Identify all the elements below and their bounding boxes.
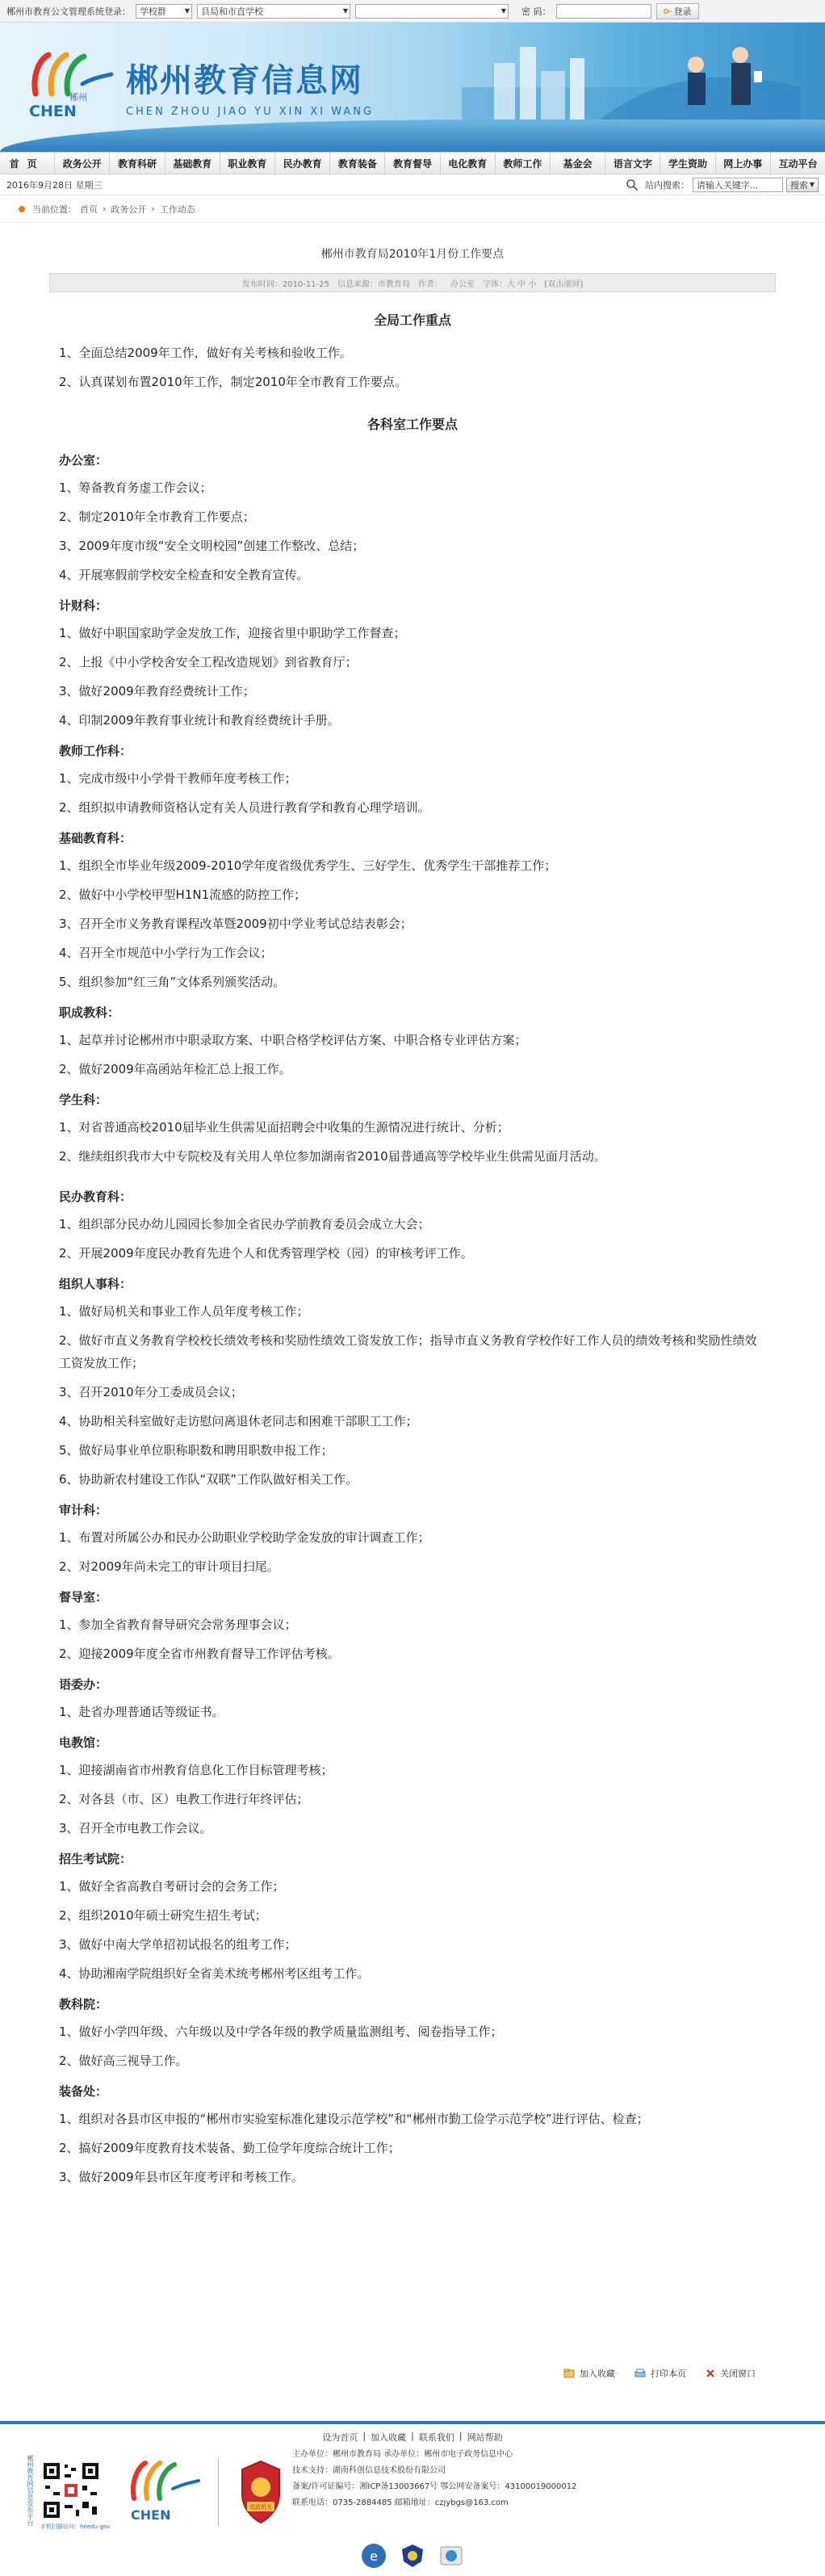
department-item: 1、组织部分民办幼儿园园长参加全省民办学前教育委员会成立大会； bbox=[59, 1217, 430, 1231]
department-name: 教科院： bbox=[59, 1997, 108, 2012]
department-item: 1、起草并讨论郴州市中职录取方案、中职合格学校评估方案、中职合格专业评估方案； bbox=[59, 1033, 527, 1047]
print-icon bbox=[634, 2368, 646, 2378]
print-label: 打印本页 bbox=[651, 2368, 686, 2379]
svg-text:郴州: 郴州 bbox=[69, 92, 87, 103]
department-name: 计财科： bbox=[59, 598, 108, 613]
department-block bbox=[35, 1001, 790, 1080]
department-item: 4、开展寒假前学校安全检查和安全教育宣传。 bbox=[59, 568, 309, 582]
search-icon bbox=[626, 178, 639, 191]
department-name: 民办教育科： bbox=[59, 1189, 132, 1204]
svg-text:党政机关: 党政机关 bbox=[249, 2504, 272, 2511]
nav-jichu[interactable]: 基础教育 bbox=[165, 153, 220, 174]
department-item: 3、做好中南大学单招初试报名的组考工作； bbox=[59, 1937, 297, 1952]
key-icon bbox=[664, 7, 672, 15]
site-name-block bbox=[126, 55, 374, 118]
chenzhou-logo-icon bbox=[21, 52, 118, 121]
close-icon bbox=[706, 2368, 715, 2378]
date-search-bar bbox=[0, 174, 825, 195]
site-pinyin: CHEN ZHOU JIAO YU XIN XI WANG bbox=[126, 106, 375, 118]
department-item: 1、做好小学四年级、六年级以及中学各年级的教学质量监测组考、阅卷指导工作； bbox=[59, 2024, 503, 2039]
add-favorite-label: 加入收藏 bbox=[580, 2368, 615, 2379]
department-item: 1、对省普通高校2010届毕业生供需见面招聘会中收集的生源情况进行统计、分析； bbox=[59, 1120, 509, 1135]
department-name: 语委办： bbox=[59, 1677, 108, 1692]
footer-links bbox=[0, 2431, 825, 2444]
department-name: 审计科： bbox=[59, 1503, 108, 1517]
main-nav bbox=[0, 152, 825, 174]
bookmark-icon bbox=[563, 2368, 575, 2378]
footer-line-icp: 备案/许可证编号：湘ICP备13003667号 鄂公网安备案号：43100019000012 bbox=[292, 2482, 577, 2491]
password-input[interactable] bbox=[556, 4, 651, 19]
department-name: 装备处： bbox=[59, 2084, 108, 2099]
nav-jijinhui[interactable]: 基金会 bbox=[551, 153, 605, 174]
department-item: 3、召开2010年分工委成员会议； bbox=[59, 1385, 243, 1399]
nav-dudao[interactable]: 教育督导 bbox=[385, 153, 440, 174]
department-item: 6、协助新农村建设工作队“双联”工作队做好相关工作。 bbox=[59, 1472, 358, 1487]
auto-scroll-link[interactable]: [双击滚屏] bbox=[544, 279, 584, 289]
banner-wave bbox=[0, 120, 825, 152]
department-item: 3、做好2009年县市区年度考评和考核工作。 bbox=[59, 2170, 304, 2184]
current-date: 2016年9月28日 星期三 bbox=[6, 179, 103, 191]
department-item: 4、协助湘南学院组织好全省美术统考郴州考区组考工作。 bbox=[59, 1966, 370, 1981]
search-button[interactable] bbox=[786, 178, 819, 192]
department-item: 1、赴省办理普通话等级证书。 bbox=[59, 1705, 224, 1719]
department-item: 1、做好全省高教自考研讨会的会务工作； bbox=[59, 1879, 285, 1894]
add-favorite-link[interactable] bbox=[563, 2367, 615, 2380]
department-item: 2、开展2009年度民办教育先进个人和优秀管理学校（园）的审核考评工作。 bbox=[59, 1246, 473, 1261]
nav-keyan[interactable]: 教育科研 bbox=[110, 153, 165, 174]
nav-zhengwu[interactable]: 政务公开 bbox=[55, 153, 110, 174]
department-name: 学生科： bbox=[59, 1093, 108, 1107]
party-government-badge-icon bbox=[237, 2458, 284, 2526]
department-item: 3、召开全市电教工作会议。 bbox=[59, 1821, 212, 1836]
department-item: 1、组织全市毕业年级2009-2010学年度省级优秀学生、三好学生、优秀学生干部推荐工作； bbox=[59, 858, 557, 873]
nav-banshi[interactable]: 网上办事 bbox=[716, 153, 771, 174]
nav-hudong[interactable]: 互动平台 bbox=[778, 157, 818, 170]
footer-divider bbox=[0, 2421, 825, 2424]
close-window-link[interactable] bbox=[706, 2367, 756, 2380]
school-select[interactable] bbox=[197, 4, 350, 19]
department-item: 2、制定2010年全市教育工作要点； bbox=[59, 510, 255, 524]
meta-date: 发布时间：2010-11-25 bbox=[241, 279, 329, 289]
department-item: 2、继续组织我市大中专院校及有关用人单位参加湖南省2010届普通高等学校毕业生供需见面月活动。 bbox=[59, 1149, 606, 1164]
section-heading: 各科室工作要点 bbox=[366, 417, 458, 432]
location-dot-icon bbox=[18, 205, 26, 213]
security-badge-icon[interactable] bbox=[438, 2542, 465, 2570]
department-block bbox=[35, 827, 790, 993]
department-block bbox=[35, 1586, 790, 1665]
department-name: 职成教科： bbox=[59, 1005, 120, 1020]
department-item: 3、召开全市义务教育课程改革暨2009初中学业考试总结表彰会； bbox=[59, 917, 412, 931]
department-block bbox=[35, 1848, 790, 1985]
search-input[interactable]: 请输入关键字... bbox=[693, 178, 783, 192]
department-item: 4、印制2009年教育事业统计和教育经费统计手册。 bbox=[59, 713, 340, 728]
nav-minban[interactable]: 民办教育 bbox=[275, 153, 330, 174]
breadcrumb-sep-icon: › bbox=[151, 203, 155, 214]
chevron-down-icon: ▼ bbox=[809, 181, 815, 188]
paragraph: 1、全面总结2009年工作，做好有关考核和验收工作。 bbox=[59, 346, 352, 360]
account-select[interactable] bbox=[355, 4, 509, 19]
breadcrumb-label: 当前位置： bbox=[32, 203, 77, 215]
department-name: 基础教育科： bbox=[59, 831, 132, 845]
nav-zhiye[interactable]: 职业教育 bbox=[220, 153, 275, 174]
svg-text:CHEN: CHEN bbox=[131, 2507, 171, 2523]
department-name: 招生考试院： bbox=[59, 1852, 132, 1866]
footer-line-contact: 联系电话：0735-2884485 邮箱地址：czjybgs@163.com bbox=[292, 2498, 509, 2507]
department-item: 2、搞好2009年度教育技术装备、勤工俭学年度综合统计工作； bbox=[59, 2141, 400, 2155]
department-item: 3、2009年度市级“安全文明校园”创建工作整改、总结； bbox=[59, 539, 365, 553]
department-item: 1、布置对所属公办和民办公助职业学校助学金发放的审计调查工作； bbox=[59, 1530, 430, 1545]
breadcrumb-current[interactable]: 工作动态 bbox=[159, 203, 195, 215]
department-item: 2、组织拟申请教师资格认定有关人员进行教育学和教育心理学培训。 bbox=[59, 800, 430, 815]
section-heading: 全局工作重点 bbox=[373, 313, 451, 328]
article-meta bbox=[49, 273, 776, 292]
department-block bbox=[35, 1089, 790, 1168]
footer-sep: | bbox=[362, 2431, 366, 2441]
department-item: 1、做好局机关和事业工作人员年度考核工作； bbox=[59, 1304, 309, 1319]
department-block bbox=[35, 594, 790, 732]
qr-code-block bbox=[24, 2455, 113, 2532]
nav-jiaoshi[interactable]: 教师工作 bbox=[496, 153, 551, 174]
search-label: 站内搜索： bbox=[644, 179, 689, 191]
school-select-prefix: 县局和 bbox=[201, 6, 228, 17]
nav-zhuangbei[interactable]: 教育装备 bbox=[330, 153, 385, 174]
login-button-label: 登录 bbox=[673, 6, 692, 17]
department-item: 5、组织参加“红三角”文体系列颁奖活动。 bbox=[59, 975, 286, 989]
department-item: 1、迎接湖南省市州教育信息化工作目标管理考核； bbox=[59, 1763, 333, 1777]
qr-caption: 手机扫描访问：hnedu-gov bbox=[40, 2524, 111, 2530]
footer-info-text bbox=[292, 2447, 576, 2511]
site-logo[interactable] bbox=[21, 52, 374, 121]
department-item: 4、召开全市规范中小学行为工作会议； bbox=[59, 946, 273, 960]
department-item: 2、对各县（市、区）电教工作进行年终评估； bbox=[59, 1792, 309, 1806]
department-block bbox=[35, 1731, 790, 1840]
qr-code-icon bbox=[40, 2460, 102, 2521]
search-button-label: 搜索 bbox=[789, 179, 808, 191]
department-item: 2、做好市直义务教育学校校长绩效考核和奖励性绩效工资发放工作；指导市直义务教育学校作好工作人员的绩效考核和奖励性绩效工资发放工作； bbox=[59, 1333, 757, 1370]
footer-sep: | bbox=[411, 2431, 414, 2441]
department-item: 1、参加全省教育督导研究会常务理事会议； bbox=[59, 1617, 297, 1632]
close-window-label: 关闭窗口 bbox=[720, 2368, 756, 2379]
department-block bbox=[35, 449, 790, 586]
department-item: 5、做好局事业单位职称职数和聘用职数申报工作； bbox=[59, 1443, 333, 1458]
meta-author-label: 作者： bbox=[417, 279, 442, 289]
qr-side-text: 郴州教育网信息发布平台 bbox=[27, 2455, 34, 2526]
bottom-badges bbox=[0, 2542, 825, 2570]
paragraph: 2、认真谋划布置2010年工作，制定2010年全市教育工作要点。 bbox=[59, 375, 407, 389]
footer-info bbox=[0, 2447, 825, 2536]
department-item: 1、筹备教育务虚工作会议； bbox=[59, 480, 212, 495]
breadcrumb-sep-icon: › bbox=[103, 203, 107, 214]
department-item: 2、做好2009年高函站年检汇总上报工作。 bbox=[59, 1062, 291, 1076]
department-block bbox=[35, 1273, 790, 1491]
meta-dept: 办公室 bbox=[450, 279, 475, 289]
footer-vertical-divider bbox=[218, 2458, 219, 2526]
department-item: 2、对2009年尚未完工的审计项目扫尾。 bbox=[59, 1559, 279, 1574]
footer-sep: | bbox=[459, 2431, 463, 2441]
footer-link-sethome[interactable]: 设为首页 bbox=[322, 2432, 358, 2443]
department-block bbox=[35, 1499, 790, 1578]
svg-text:CHEN: CHEN bbox=[29, 103, 77, 120]
footer-link-fav[interactable]: 加入收藏 bbox=[371, 2432, 407, 2443]
site-name: 郴州教育信息网 bbox=[126, 62, 363, 99]
department-item: 1、做好中职国家助学金发放工作，迎接省里中职助学工作督查； bbox=[59, 626, 406, 640]
password-label: 密 码： bbox=[521, 6, 551, 17]
nav-yuyan[interactable]: 语言文字 bbox=[605, 153, 660, 174]
svg-text:e: e bbox=[370, 2549, 378, 2564]
department-list bbox=[35, 449, 790, 2188]
ie-badge-icon[interactable] bbox=[360, 2542, 387, 2570]
department-item: 2、做好高三视导工作。 bbox=[59, 2054, 188, 2068]
department-item: 1、组织对各县市区申报的“郴州市实验室标准化建设示范学校”和“郴州市勤工俭学示范学校”进行评估、检查； bbox=[59, 2112, 649, 2126]
meta-source: 信息来源：市教育局 bbox=[337, 279, 410, 289]
footer-logo-icon bbox=[121, 2458, 202, 2526]
department-item: 2、做好中小学校甲型H1N1流感的防控工作； bbox=[59, 887, 307, 902]
department-block bbox=[35, 1673, 790, 1723]
police-badge-icon[interactable] bbox=[399, 2542, 426, 2570]
department-item: 4、协助相关科室做好走访慰问离退休老同志和困难干部职工工作； bbox=[59, 1414, 418, 1429]
font-size-switch[interactable]: 字体：大 中 小 bbox=[482, 279, 537, 289]
article bbox=[35, 223, 790, 2188]
school-group-select[interactable] bbox=[136, 4, 192, 19]
footer-line-support: 技术支持：湖南科创信息技术股份有限公司 bbox=[292, 2466, 446, 2475]
article-body bbox=[35, 310, 790, 2188]
department-item: 2、上报《中小学校舍安全工程改造规划》到省教育厅； bbox=[59, 655, 358, 669]
breadcrumb-home[interactable]: 首页 bbox=[80, 203, 98, 215]
department-item: 1、完成市级中小学骨干教师年度考核工作； bbox=[59, 771, 297, 786]
login-bar bbox=[0, 0, 825, 23]
department-name: 组织人事科： bbox=[59, 1277, 132, 1291]
login-button[interactable] bbox=[656, 3, 699, 19]
nav-zizhu[interactable]: 学生资助 bbox=[660, 153, 715, 174]
department-item: 2、组织2010年硕士研究生招生考试； bbox=[59, 1908, 267, 1923]
article-title: 郴州市教育局2010年1月份工作要点 bbox=[320, 248, 505, 261]
header-banner bbox=[0, 23, 825, 152]
department-block bbox=[35, 1993, 790, 2072]
nav-home[interactable]: 首页 bbox=[0, 153, 55, 174]
breadcrumb-zhengwu[interactable]: 政务公开 bbox=[111, 203, 147, 215]
article-tools bbox=[563, 2367, 756, 2380]
department-block bbox=[35, 740, 790, 819]
school-group-select-value: 学校群 bbox=[140, 6, 166, 17]
department-name: 电教馆： bbox=[59, 1735, 108, 1750]
print-link[interactable] bbox=[634, 2367, 686, 2380]
breadcrumb bbox=[0, 195, 825, 223]
department-block bbox=[35, 1185, 790, 1265]
department-name: 督导室： bbox=[59, 1590, 108, 1605]
footer-line-host: 主办单位：郴州市教育局 承办单位：郴州市电子政务信息中心 bbox=[292, 2450, 513, 2459]
department-name: 教师工作科： bbox=[59, 744, 132, 758]
footer-link-contact[interactable]: 联系我们 bbox=[418, 2432, 454, 2443]
department-block bbox=[35, 2080, 790, 2188]
school-select-value: 市直学校 bbox=[228, 6, 263, 17]
department-name: 办公室： bbox=[59, 453, 108, 468]
department-item: 2、迎接2009年度全省市州教育督导工作评估考核。 bbox=[59, 1647, 340, 1661]
footer-link-help[interactable]: 网站帮助 bbox=[467, 2432, 503, 2443]
login-label: 郴州市教育公文管理系统登录： bbox=[6, 6, 131, 17]
nav-dianhua[interactable]: 电化教育 bbox=[441, 153, 496, 174]
department-item: 3、做好2009年教育经费统计工作； bbox=[59, 684, 255, 699]
